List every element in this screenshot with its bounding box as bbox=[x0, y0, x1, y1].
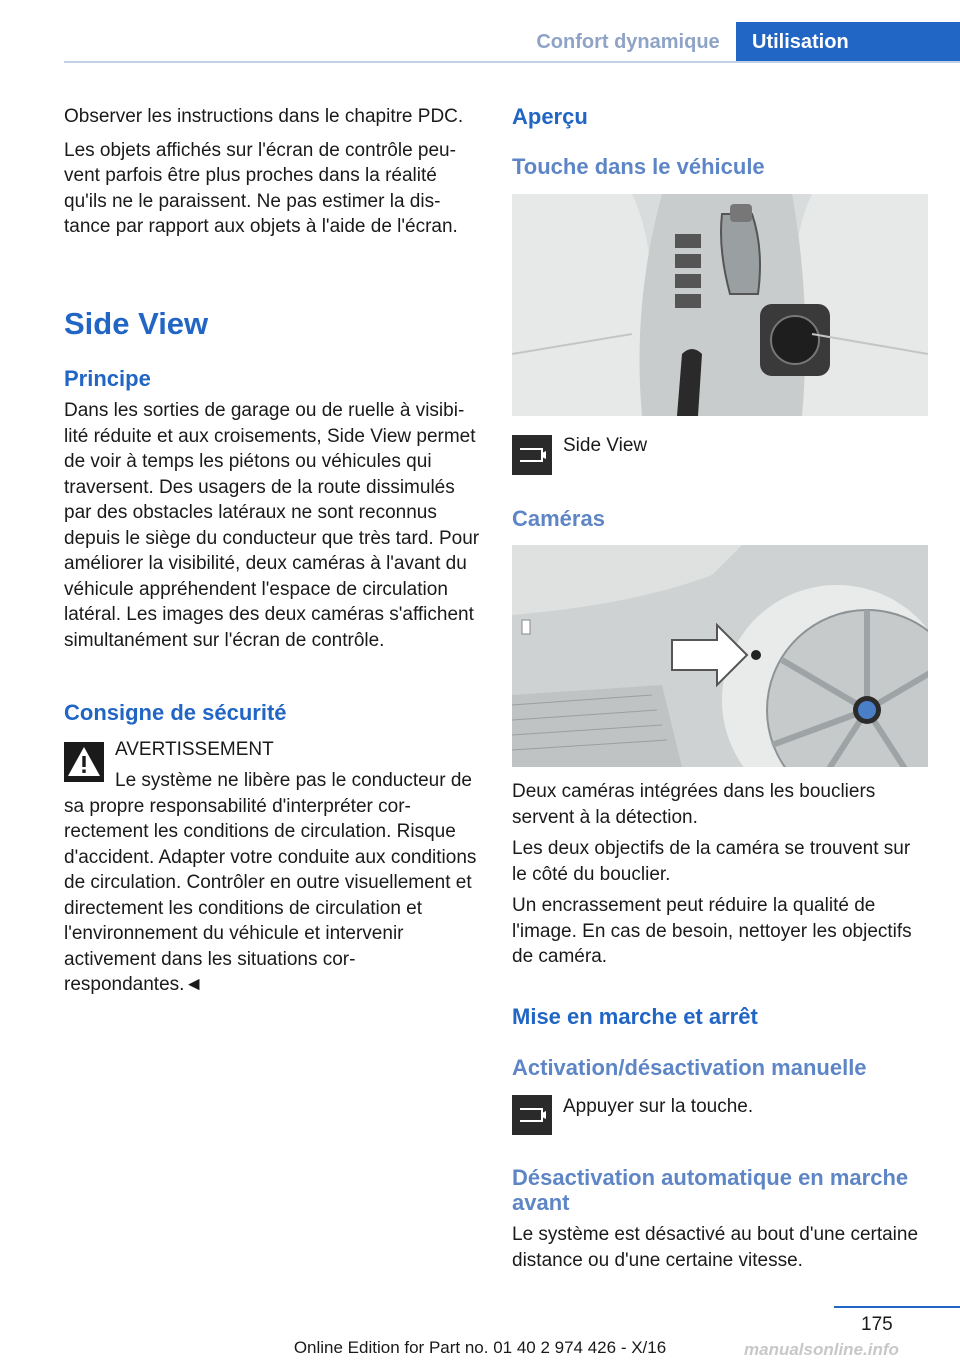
appuyer-text: Appuyer sur la touche. bbox=[563, 1096, 754, 1117]
warning-title: AVERTISSEMENT bbox=[115, 739, 274, 760]
paragraph-desactivation: Le système est désactivé au bout d'une certaine distance ou d'une certaine vitesse. bbox=[512, 1224, 919, 1271]
heading-desactivation: Désactivation automatique en marche avant bbox=[512, 1165, 909, 1215]
heading-activation: Activation/désactivation manuelle bbox=[512, 1055, 867, 1080]
side-view-label: Side View bbox=[563, 435, 648, 456]
paragraph-pdc: Observer les instructions dans le chapitre PDC. bbox=[64, 106, 464, 127]
side-view-button-icon bbox=[512, 435, 552, 475]
paragraph-principe: Dans les sorties de garage ou de ruelle à visibilité réduite et aux croisements, Side View permet de voir à temps les piétons ou véhicules qui traversent. Des usagers de la route dissimulés par des obstacles latéraux ne sont reconnus depuis le siège du conducteur que très tard. Pour améliorer la visibilité, deux caméras à l'avant du véhicule appréhendent l'espace de circulation latéral. Les images des deux caméras s'affichent simultanément sur l'écran de contrôle. bbox=[64, 400, 480, 651]
header-section-tab: Confort dynamique bbox=[536, 30, 720, 53]
side-view-button-icon-2 bbox=[512, 1095, 552, 1135]
paragraph-cameras-1: Deux caméras intégrées dans les boucliers servent à la détection. bbox=[512, 781, 876, 828]
heading-principe: Principe bbox=[64, 366, 151, 391]
header-rule bbox=[64, 61, 960, 63]
heading-touche: Touche dans le véhicule bbox=[512, 154, 765, 179]
left-column bbox=[64, 104, 480, 240]
warning-body: Le système ne libère pas le conducteur de sa propre responsabilité d'interpréter correctement les conditions de circulation. Risque d'accident. Adapter votre conduite aux conditions de circulation. Contrôler en outre visuellement et directement les conditions de circulation et l'environnement du véhicule et intervenir activement dans les situations correspondantes.◄ bbox=[64, 770, 477, 995]
heading-mise-en-marche: Mise en marche et arrêt bbox=[512, 1004, 758, 1029]
warning-text bbox=[64, 768, 482, 998]
heading-side-view: Side View bbox=[64, 306, 209, 341]
paragraph-cameras-3: Un encrassement peut réduire la qualité de l'image. En cas de besoin, nettoyer les objectifs de caméra. bbox=[512, 895, 912, 967]
paragraph-cameras-2: Les deux objectifs de la caméra se trouvent sur le côté du bouclier. bbox=[512, 838, 911, 885]
edition-note: Online Edition for Part no. 01 40 2 974 426 - X/16 bbox=[293, 1338, 667, 1357]
heading-cameras: Caméras bbox=[512, 506, 605, 531]
interior-console-image bbox=[512, 194, 928, 416]
heading-consigne: Consigne de sécurité bbox=[64, 700, 287, 725]
page-number: 175 bbox=[861, 1314, 893, 1335]
paragraph-objects: Les objets affichés sur l'écran de contrôle peuvent parfois être plus proches dans la réalité qu'ils ne le paraissent. Ne pas estimer la distance par rapport aux objets à l'aide de l'écran. bbox=[64, 139, 458, 237]
footer-rule bbox=[834, 1306, 960, 1308]
heading-apercu: Aperçu bbox=[512, 104, 588, 129]
header-chapter-tab: Utilisation bbox=[736, 22, 960, 62]
bumper-camera-image bbox=[512, 545, 928, 767]
watermark: manualsonline.info bbox=[744, 1340, 899, 1359]
